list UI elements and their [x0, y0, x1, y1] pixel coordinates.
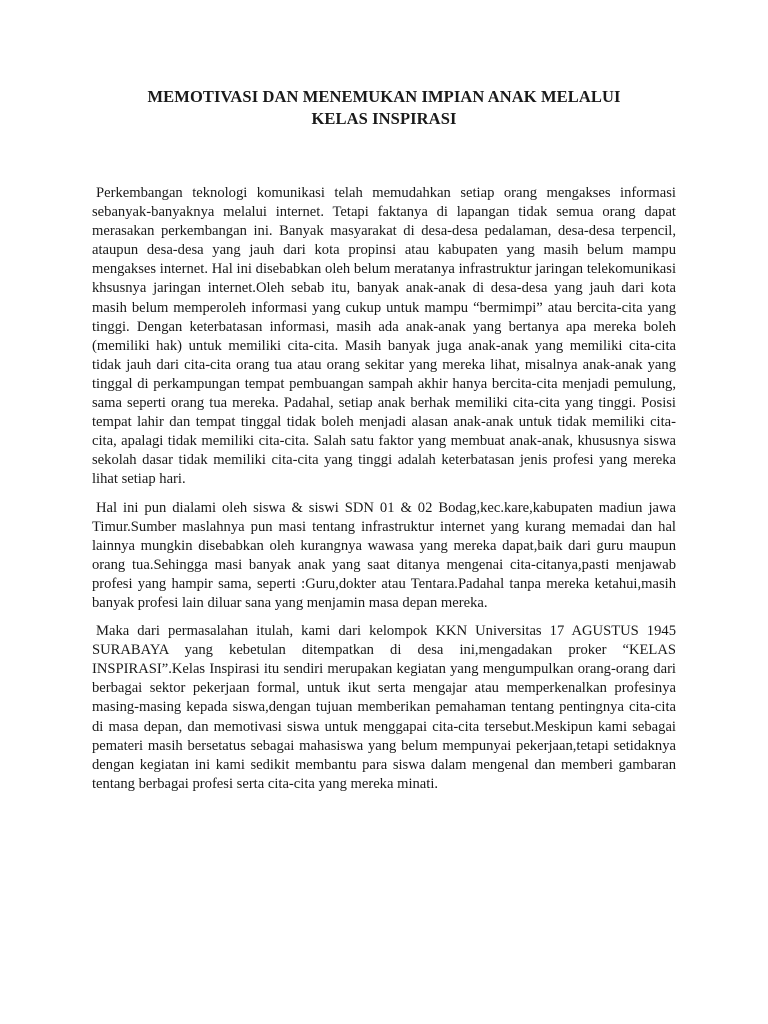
title-line-2: KELAS INSPIRASI — [311, 109, 457, 128]
paragraph-3: Maka dari permasalahan itulah, kami dari kelompok KKN Universitas 17 AGUSTUS 1945 SURABAYA yang kebetulan ditempatkan di desa ini,mengadakan proker “KELAS INSPIRASI”.Kelas Inspirasi itu sendiri merupakan kegiatan yang mengumpulkan orang-orang dari berbagai sektor pekerjaan formal, untuk ikut serta mengajar atau memperkenalkan profesinya masing-masing kepada siswa,dengan tujuan memberikan pemahaman tentang pentingnya cita-cita di masa depan, dan memotivasi siswa untuk menggapai cita-cita tersebut.Meskipun kami sebagai pemateri masih bersetatus sebagai mahasiswa yang belum mempunyai pekerjaan,tetapi setidaknya dengan kegiatan ini kami sedikit membantu para siswa dalam mengenal dan memberi gambaran tentang berbagai profesi serta cita-cita yang mereka minati. — [92, 623, 676, 792]
document-title — [92, 86, 676, 130]
paragraph-1: Perkembangan teknologi komunikasi telah memudahkan setiap orang mengakses informasi sebanyak-banyaknya melalui internet. Tetapi faktanya di lapangan tidak semua orang dapat merasakan perkembangan ini. Banyak masyarakat di desa-desa pedalaman, desa-desa terpencil, ataupun desa-desa yang jauh dari kota propinsi atau kabupaten yang masih belum mampu mengakses internet. Hal ini disebabkan oleh belum meratanya infrastruktur jaringan telekomunikasi khsusnya jaringan internet.Oleh sebab itu, banyak anak-anak di desa-desa yang jauh dari kota masih belum memperoleh informasi yang cukup untuk mampu “bermimpi” atau bercita-cita yang tinggi. Dengan keterbatasan informasi, masih ada anak-anak yang bertanya apa mereka boleh (memiliki hak) untuk memiliki cita-cita. Masih banyak juga anak-anak yang memiliki cita-cita tidak jauh dari cita-cita orang tua atau orang sekitar yang mereka lihat, misalnya anak-anak yang tinggal di perkampungan tempat pembuangan sampah akhir hanya bercita-cita menjadi pemulung, sama seperti orang tua mereka. Padahal, setiap anak berhak memiliki cita-cita yang tinggi. Posisi tempat lahir dan tempat tinggal tidak boleh menjadi alasan anak-anak untuk tidak memiliki cita-cita, apalagi tidak memiliki cita-cita. Salah satu faktor yang membuat anak-anak, khususnya siswa sekolah dasar tidak memiliki cita-cita yang tinggi adalah keterbatasan jenis profesi yang mereka lihat setiap hari. — [92, 185, 676, 488]
document-body — [92, 184, 676, 803]
title-line-1: MEMOTIVASI DAN MENEMUKAN IMPIAN ANAK MELALUI — [147, 87, 621, 106]
paragraph-2: Hal ini pun dialami oleh siswa & siswi SDN 01 & 02 Bodag,kec.kare,kabupaten madiun jawa Timur.Sumber maslahnya pun masi tentang infrastruktur internet yang kurang memadai dan hal lainnya mungkin disebabkan oleh kurangnya wawasa yang mereka dapat,baik dari guru maupun orang tua.Sehingga masi banyak anak yang saat ditanya mengenai cita-citanya,pasti menjawab profesi yang hampir sama, seperti :Guru,dokter atau Tentara.Padahal tanpa mereka ketahui,masih banyak profesi lain diluar sana yang menjamin masa depan mereka. — [92, 499, 676, 611]
